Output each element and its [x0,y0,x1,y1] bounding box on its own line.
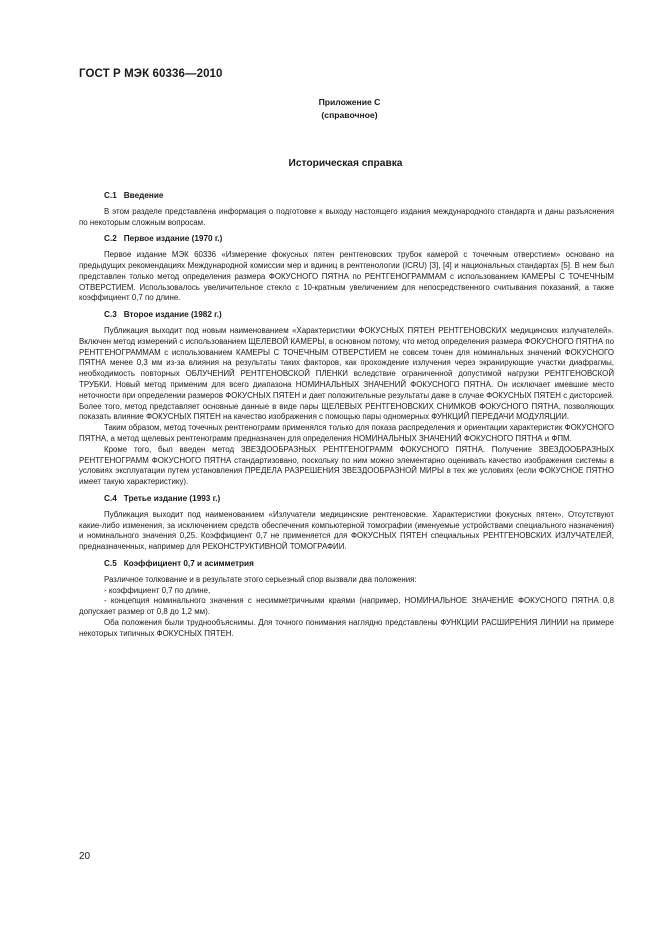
section-heading [104,310,614,321]
section-heading [104,191,614,202]
section-title: Первое издание (1970 г.) [123,234,223,244]
paragraph: Кроме того, был введен метод ЗВЕЗДООБРАЗНЫХ РЕНТГЕНОГРАММ ФОКУСНОГО ПЯТНА. Получение ЗВЕЗДООБРАЗНЫХ РЕНТГЕНОГРАММ ФОКУСНОГО ПЯТНА стандартизовано, поскольку по ним можно элементарно оценивать качество изображения системы в условиях эксплуатации путем установления ПРЕДЕЛА РАЗРЕШЕНИЯ ЗВЕЗДООБРАЗНОЙ МИРЫ в тех же условиях (если ФОКУСНОЕ ПЯТНО имеет такую характеристику). [79,444,614,487]
section-number: С.4 [104,493,117,503]
section-c4 [79,494,614,553]
section-title: Второе издание (1982 г.) [123,310,222,320]
section-c2 [79,234,614,304]
paragraph: В этом разделе представлена информация о подготовке к выходу настоящего издания международного стандарта и даны разъяснения по некоторым сложным вопросам. [79,206,614,227]
section-number: С.3 [104,310,117,320]
section-number: С.5 [104,558,117,568]
list-item: - концепция номинального значения с несимметричными краями (например, НОМИНАЛЬНОЕ ЗНАЧЕНИЕ ФОКУСНОГО ПЯТНА 0,8 допускает размер от 0,8 до 1,2 мм). [79,596,614,617]
annex-subtitle: (справочное) [321,110,378,120]
section-c3 [79,310,614,488]
list-item: - коэффициент 0,7 по длине, [104,585,211,595]
section-title: Третье издание (1993 г.) [123,493,221,503]
paragraph: Публикация выходит под новым наименованием «Характеристики ФОКУСНЫХ ПЯТЕН РЕНТГЕНОВСКИХ медицинских излучателей». Включен метод измерений с использованием ЩЕЛЕВОЙ КАМЕРЫ, в основном потому, что метод определения размера ФОКУСНОГО ПЯТНА по РЕНТГЕНОГРАММАМ с использованием КАМЕРЫ С ТОЧЕЧНЫМ ОТВЕРСТИЕМ не совсем точен для номинальных значений ФОКУСНОГО ПЯТНА менее 0,3 мм из-за влияния на результаты таких факторов, как прохождение излучения через экранирующие участки диафрагмы, необходимость повторных ОБЛУЧЕНИЙ РЕНТГЕНОВСКОЙ ПЛЕНКИ вследствие ограниченной допустимой нагрузки РЕНТГЕНОВСКОЙ ТРУБКИ. Новый метод применим для всего диапазона НОМИНАЛЬНЫХ ЗНАЧЕНИЙ ФОКУСНОГО ПЯТНА. Он исключает имевшие место неточности при определении размеров ФОКУСНЫХ ПЯТЕН и дает положительные результаты даже в случае ФОКУСНЫХ ПЯТЕН с дисторсией. Более того, метод представляет основные данные в виде пары ЩЕЛЕВЫХ РЕНТГЕНОВСКИХ СНИМКОВ ФОКУСНОГО ПЯТНА, позволяющих показать влияние ФОКУСНЫХ ПЯТЕН на качество изображения с помощью пары одномерных ФУНКЦИЙ ПЕРЕДАЧИ МОДУЛЯЦИИ. [79,325,614,422]
document-header: ГОСТ Р МЭК 60336—2010 [79,68,223,80]
main-title: Историческая справка [288,158,403,169]
paragraph: Таким образом, метод точечных рентгенограмм применялся только для показа распределения и ориентации характеристик ФОКУСНОГО ПЯТНА, а метод щелевых рентгенограмм предназначен для определения НОМИНАЛЬНЫХ ЗНАЧЕНИЙ ФОКУСНОГО ПЯТНА и ФПМ. [79,423,614,443]
paragraph: Первое издание МЭК 60336 «Измерение фокусных пятен рентгеновских трубок камерой с точечным отверстием» основано на предыдущих рекомендациях Международной комиссии мер и вдиниц в рентгенологии (ICRU) [3], [4] и национальных стандартах [5]. В нем был представлен только метод определения размера ФОКУСНОГО ПЯТНА по РЕНТГЕНОГРАММАМ с использованием КАМЕРЫ С ТОЧЕЧНЫМ ОТВЕРСТИЕМ. Использовалось увеличительное стекло с 10-кратным увеличением для непосредственного считывания показаний, а также коэффициент 0,7 по длине. [79,250,614,303]
section-heading [104,234,614,245]
document-body [79,191,614,645]
paragraph: Публикация выходит под наименованием «Излучатели медицинские рентгеновские. Характеристики фокусных пятен». Отсутствуют какие-либо изменения, за исключением средств обеспечения компьютерной томографии (именуемые устройствами специального назначения) и номинального значения 0,25. Коэффициент 0,7 не применяется для ФОКУСНЫХ ПЯТЕН специальных РЕНТГЕНОВСКИХ ИЗЛУЧАТЕЛЕЙ, предназначенных, например для РЕКОНСТРУКТИВНОЙ ТОМОГРАФИИ. [79,509,614,552]
section-number: С.2 [104,234,117,244]
section-title: Коэффициент 0,7 и асимметрия [123,558,254,568]
paragraph: Различное толкование и в результате этого серьезный спор вызвали два положения: [104,574,417,584]
annex-title: Приложение С [318,97,381,107]
section-heading [104,559,614,570]
section-title: Введение [123,191,164,200]
section-c1 [79,191,614,228]
page-number: 20 [79,851,91,862]
section-heading [104,494,614,505]
annex-heading [0,96,661,122]
section-c5 [79,559,614,640]
paragraph: Оба положения были труднообъяснимы. Для точного понимания наглядно представлены ФУНКЦИИ РАСШИРЕНИЯ ЛИНИИ на примере некоторых типичных ФОКУСНЫХ ПЯТЕН. [79,617,614,638]
section-number: С.1 [104,191,117,200]
